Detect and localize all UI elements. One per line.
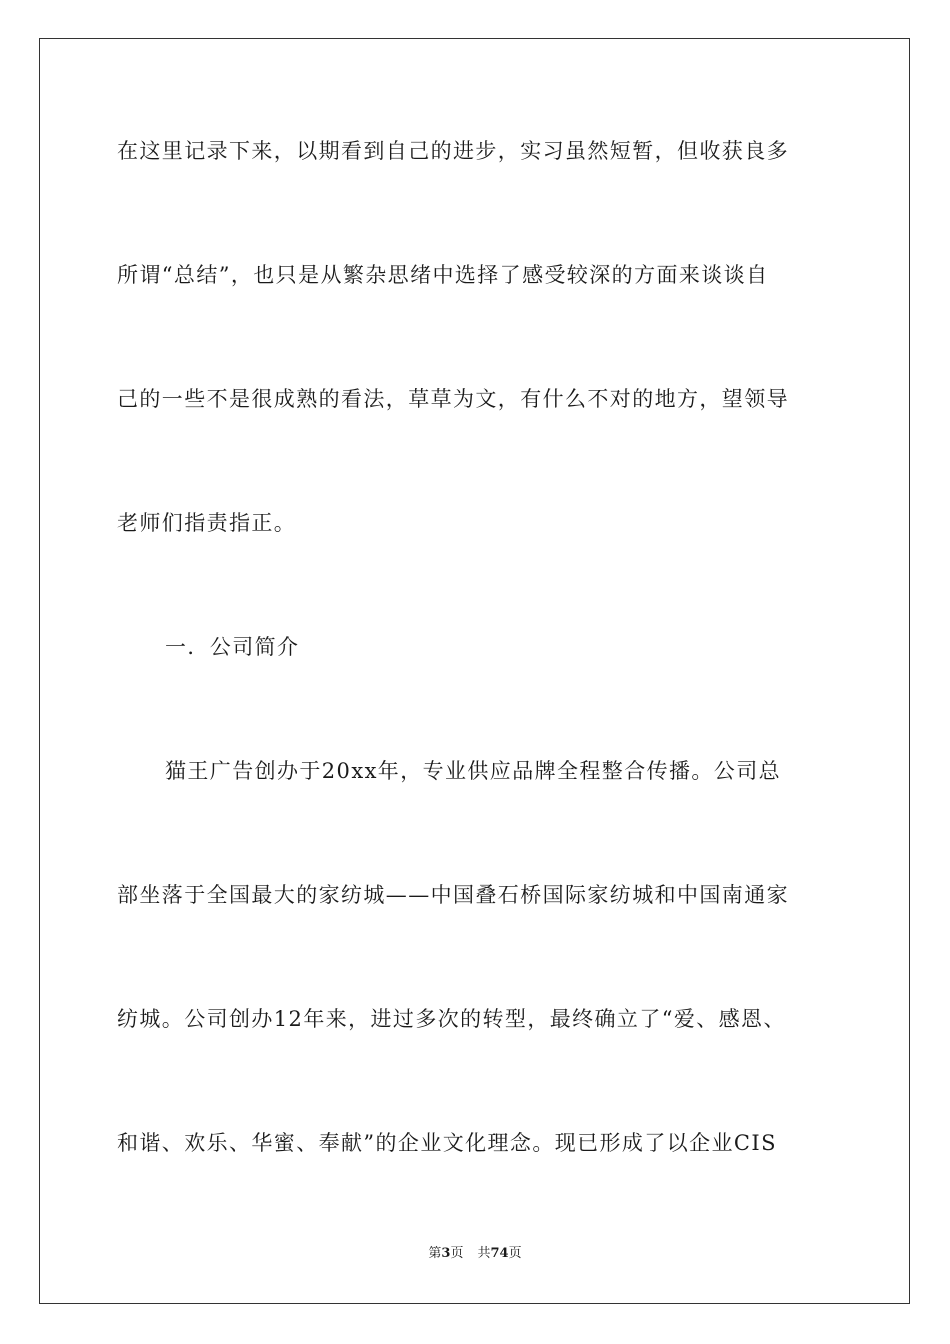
total-pages: 74: [490, 1246, 509, 1261]
total-label-suffix: 页: [508, 1246, 522, 1261]
body-text-line: 在这里记录下来，以期看到自己的进步，实习虽然短暂，但收获良多: [117, 139, 789, 163]
body-text-line: 部坐落于全国最大的家纺城——中国叠石桥国际家纺城和中国南通家: [117, 883, 789, 907]
section-heading: 一．公司简介: [165, 635, 300, 659]
page-footer: [0, 1246, 950, 1262]
body-text-line: 所谓“总结”，也只是从繁杂思绪中选择了感受较深的方面来谈谈自: [117, 263, 769, 287]
page-label-suffix: 页: [450, 1246, 464, 1261]
body-text-line: 纺城。公司创办12年来，进过多次的转型，最终确立了“爱、感恩、: [117, 1007, 786, 1031]
page-border: [39, 38, 910, 1304]
body-text-line: 己的一些不是很成熟的看法，草草为文，有什么不对的地方，望领导: [117, 387, 789, 411]
page-number: 3: [441, 1246, 451, 1261]
body-text-line: 猫王广告创办于20xx年，专业供应品牌全程整合传播。公司总: [165, 759, 782, 783]
body-text-line: 和谐、欢乐、华蜜、奉献”的企业文化理念。现已形成了以企业CIS: [117, 1131, 777, 1155]
body-text-line: 老师们指责指正。: [117, 511, 297, 535]
total-label-prefix: 共: [477, 1246, 491, 1261]
page-label-prefix: 第: [428, 1246, 442, 1261]
